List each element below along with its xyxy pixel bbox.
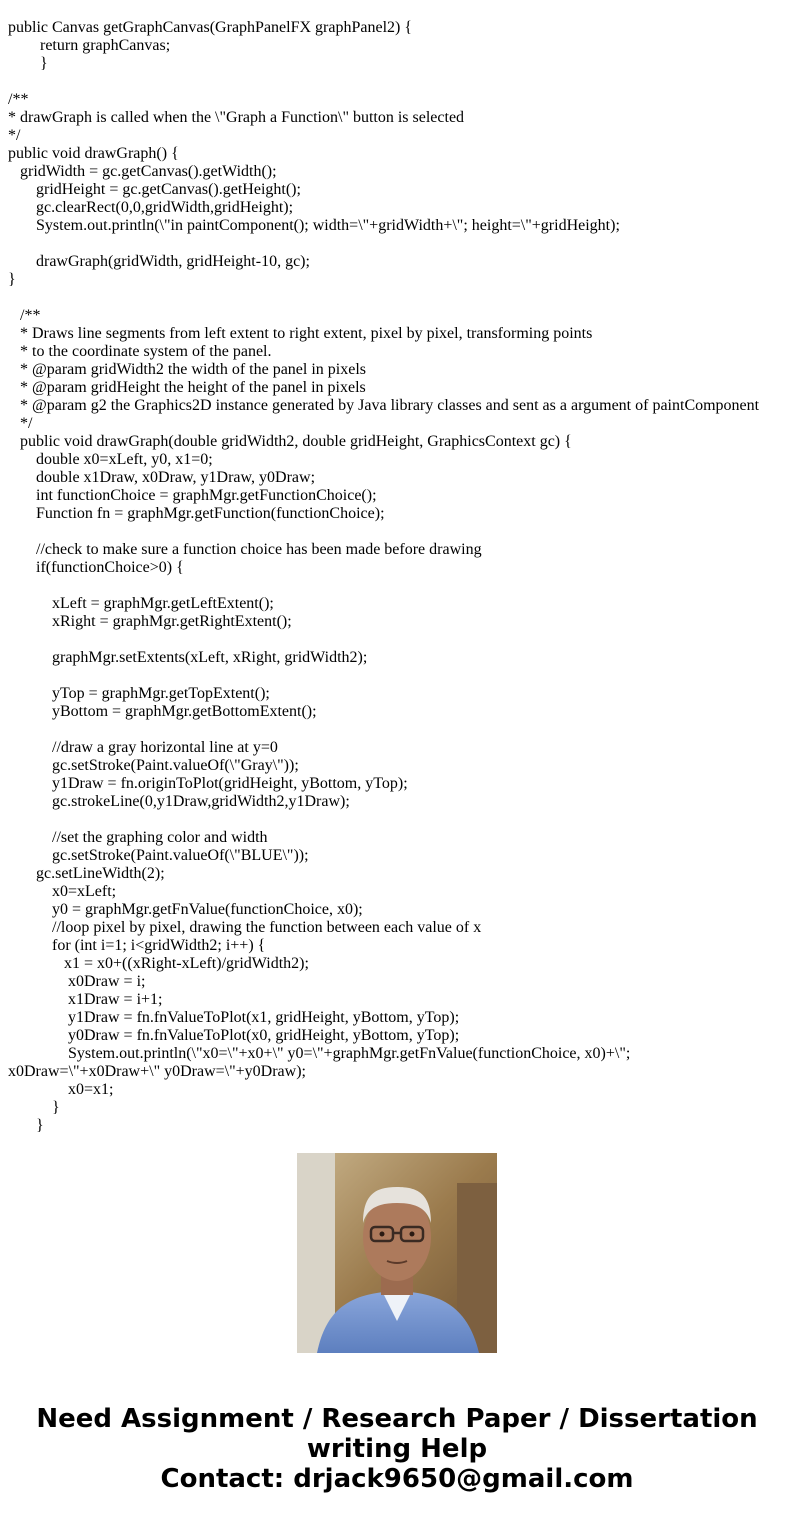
code-line: xRight = graphMgr.getRightExtent(); [8,613,292,630]
code-line: //loop pixel by pixel, drawing the function between each value of x [8,919,482,936]
code-line: xLeft = graphMgr.getLeftExtent(); [8,595,274,612]
code-line: gc.strokeLine(0,y1Draw,gridWidth2,y1Draw); [8,793,350,810]
code-line: Function fn = graphMgr.getFunction(functionChoice); [8,505,385,522]
code-line: drawGraph(gridWidth, gridHeight-10, gc); [8,253,310,270]
code-line: gc.clearRect(0,0,gridWidth,gridHeight); [8,199,294,216]
code-line: if(functionChoice>0) { [8,559,184,576]
code-line: double x0=xLeft, y0, x1=0; [8,451,213,468]
cta-line-2: writing Help [306,1434,488,1464]
code-line: } [8,271,16,288]
code-line: x0=xLeft; [8,883,117,900]
code-line: x0=x1; [8,1081,114,1098]
code-line: gc.setStroke(Paint.valueOf(\"BLUE\")); [8,847,309,864]
code-line: return graphCanvas; [8,37,171,54]
code-line: for (int i=1; i<gridWidth2; i++) { [8,937,266,954]
code-line: * to the coordinate system of the panel. [8,343,272,360]
code-line: public void drawGraph() { [8,145,179,162]
code-line: /** [8,307,41,324]
cta-line-1: Need Assignment / Research Paper / Dissertation [36,1404,758,1434]
code-line: y1Draw = fn.fnValueToPlot(x1, gridHeight, yBottom, yTop); [8,1009,460,1026]
code-line: System.out.println(\"in paintComponent(); width=\"+gridWidth+\"; height=\"+gridHeight); [8,217,620,234]
code-line: public void drawGraph(double gridWidth2, double gridHeight, GraphicsContext gc) { [8,433,572,450]
code-line: gc.setStroke(Paint.valueOf(\"Gray\")); [8,757,299,774]
code-line: x1 = x0+((xRight-xLeft)/gridWidth2); [8,955,309,972]
code-line: System.out.println(\"x0=\"+x0+\" y0=\"+graphMgr.getFnValue(functionChoice, x0)+\"; [8,1045,631,1062]
code-line: y0Draw = fn.fnValueToPlot(x0, gridHeight, yBottom, yTop); [8,1027,460,1044]
code-line [8,577,788,595]
code-line [8,523,788,541]
code-line: yTop = graphMgr.getTopExtent(); [8,685,270,702]
code-line: * @param gridWidth2 the width of the panel in pixels [8,361,367,378]
code-line: yBottom = graphMgr.getBottomExtent(); [8,703,317,720]
code-line: */ [8,127,21,144]
code-line: } [8,55,48,72]
code-line: gridHeight = gc.getCanvas().getHeight(); [8,181,301,198]
code-line [8,631,788,649]
code-line: //set the graphing color and width [8,829,268,846]
code-line: gridWidth = gc.getCanvas().getWidth(); [8,163,277,180]
code-line: } [8,1117,44,1134]
code-line [8,73,788,91]
code-block [8,19,788,1134]
code-line: //check to make sure a function choice has been made before drawing [8,541,482,558]
code-line: //draw a gray horizontal line at y=0 [8,739,278,756]
code-line: } [8,1099,60,1116]
code-line: x0Draw=\"+x0Draw+\" y0Draw=\"+y0Draw); [8,1063,306,1080]
code-line: * drawGraph is called when the \"Graph a Function\" button is selected [8,109,465,126]
code-line: * @param gridHeight the height of the panel in pixels [8,379,366,396]
code-line [8,289,788,307]
code-line: gc.setLineWidth(2); [8,865,165,882]
code-line: */ [8,415,33,432]
code-line: y0 = graphMgr.getFnValue(functionChoice, x0); [8,901,363,918]
cta-line-3: Contact: drjack9650@gmail.com [160,1464,634,1494]
code-line: y1Draw = fn.originToPlot(gridHeight, yBottom, yTop); [8,775,408,792]
contact-banner [0,1404,794,1494]
code-line: /** [8,91,29,108]
code-line: * @param g2 the Graphics2D instance generated by Java library classes and sent as a argument of paintComponent [8,397,760,414]
code-line: public Canvas getGraphCanvas(GraphPanelFX graphPanel2) { [8,19,413,36]
code-line [8,667,788,685]
code-line [8,235,788,253]
avatar-photo [297,1153,497,1353]
avatar [297,1153,497,1353]
code-line: int functionChoice = graphMgr.getFunctionChoice(); [8,487,377,504]
code-line [8,811,788,829]
code-line: x0Draw = i; [8,973,146,990]
code-line: x1Draw = i+1; [8,991,163,1008]
code-line [8,721,788,739]
code-line: graphMgr.setExtents(xLeft, xRight, gridWidth2); [8,649,368,666]
code-line: double x1Draw, x0Draw, y1Draw, y0Draw; [8,469,316,486]
code-line: * Draws line segments from left extent to right extent, pixel by pixel, transforming points [8,325,593,342]
